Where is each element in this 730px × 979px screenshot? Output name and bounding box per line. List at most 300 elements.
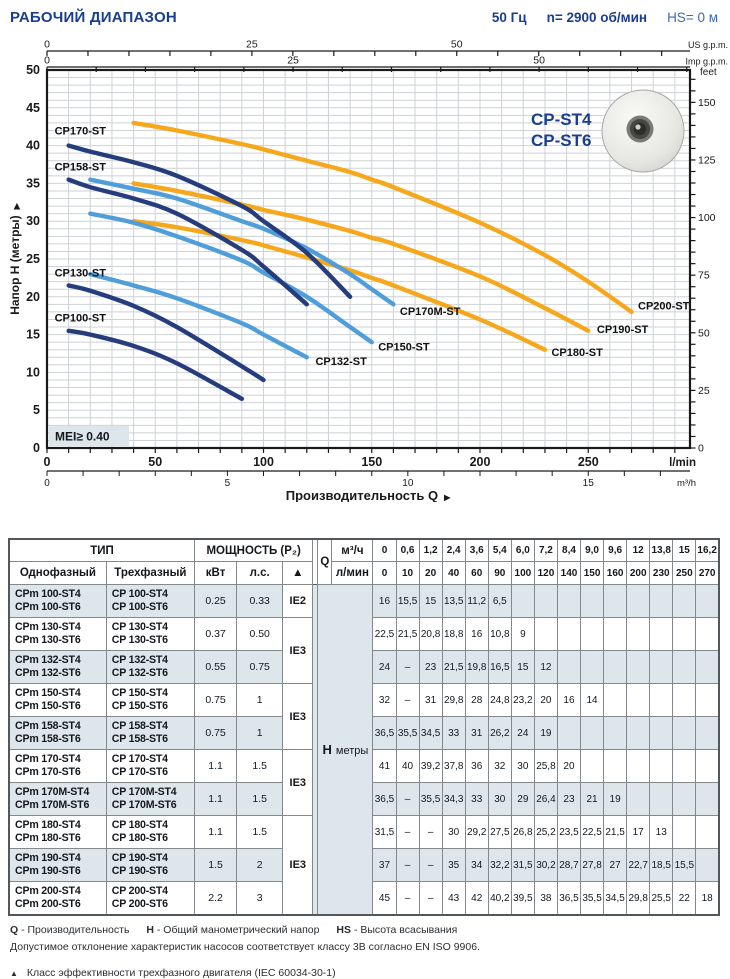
q-value-m3h: 12 bbox=[627, 539, 650, 562]
svg-text:feet: feet bbox=[700, 67, 717, 78]
legend-term-hs: HS bbox=[336, 924, 351, 936]
model-single-phase: CPm 190-ST4 CPm 190-ST6 bbox=[9, 849, 106, 882]
svg-text:50: 50 bbox=[450, 38, 463, 51]
power-hp: 1 bbox=[237, 717, 283, 750]
svg-text:125: 125 bbox=[698, 154, 716, 167]
head-value: 35 bbox=[442, 849, 465, 882]
unit-m3h: м³/ч bbox=[332, 539, 373, 562]
head-value: 26,2 bbox=[488, 717, 511, 750]
model-single-phase: CPm 132-ST4 CPm 132-ST6 bbox=[9, 651, 106, 684]
head-value: 19 bbox=[534, 717, 557, 750]
head-value: 23 bbox=[557, 783, 580, 816]
head-value: 20 bbox=[534, 684, 557, 717]
head-value: 31 bbox=[465, 717, 488, 750]
curve-label-cp100-st: CP100-ST bbox=[54, 312, 106, 325]
head-value bbox=[557, 618, 580, 651]
model-three-phase: CP 170-ST4 CP 170-ST6 bbox=[106, 750, 194, 783]
head-value: 27,8 bbox=[581, 849, 604, 882]
pump-photo bbox=[602, 90, 684, 172]
head-value: 42 bbox=[465, 882, 488, 916]
head-value bbox=[627, 684, 650, 717]
performance-chart bbox=[0, 30, 730, 502]
head-value: 15 bbox=[419, 585, 442, 618]
head-value bbox=[650, 618, 673, 651]
legend-term-q: Q bbox=[10, 924, 19, 936]
ie-note-text: Класс эффективности трехфазного двигателя (IEC 60034-30-1) bbox=[26, 967, 336, 979]
svg-text:0: 0 bbox=[44, 38, 50, 51]
power-hp: 0.33 bbox=[237, 585, 283, 618]
q-value-lmin: 10 bbox=[396, 562, 419, 585]
spec-table bbox=[8, 538, 720, 916]
head-value: 43 bbox=[442, 882, 465, 916]
head-value bbox=[627, 585, 650, 618]
head-value: 34,5 bbox=[419, 717, 442, 750]
head-value: 10,8 bbox=[488, 618, 511, 651]
col-header-type: ТИП bbox=[9, 539, 195, 562]
speed-value: n= 2900 об/мин bbox=[546, 10, 648, 25]
head-value bbox=[696, 849, 719, 882]
svg-text:CP-ST6: CP-ST6 bbox=[531, 131, 592, 150]
svg-text:l/min: l/min bbox=[669, 457, 696, 469]
power-kw: 1.5 bbox=[195, 849, 237, 882]
ie-class: IE2 bbox=[283, 585, 313, 618]
curve-label-cp132-st: CP132-ST bbox=[315, 355, 367, 368]
spec-table-wrap bbox=[0, 538, 730, 916]
head-value bbox=[696, 783, 719, 816]
power-kw: 1.1 bbox=[195, 783, 237, 816]
svg-text:150: 150 bbox=[698, 96, 716, 109]
pump-curves-svg bbox=[0, 30, 730, 502]
model-single-phase: CPm 170-ST4 CPm 170-ST6 bbox=[9, 750, 106, 783]
head-value bbox=[650, 651, 673, 684]
q-value-m3h: 2,4 bbox=[442, 539, 465, 562]
svg-text:50: 50 bbox=[26, 63, 40, 77]
head-value: 25,5 bbox=[650, 882, 673, 916]
head-value: 20 bbox=[557, 750, 580, 783]
svg-text:200: 200 bbox=[469, 455, 491, 469]
head-value: 16 bbox=[465, 618, 488, 651]
q-value-m3h: 7,2 bbox=[534, 539, 557, 562]
head-value bbox=[534, 585, 557, 618]
model-single-phase: CPm 180-ST4 CPm 180-ST6 bbox=[9, 816, 106, 849]
head-value bbox=[696, 750, 719, 783]
q-value-m3h: 13,8 bbox=[650, 539, 673, 562]
col-header-power: МОЩНОСТЬ (P₂) bbox=[195, 539, 313, 562]
svg-text:100: 100 bbox=[253, 455, 274, 469]
head-value: 17 bbox=[627, 816, 650, 849]
q-value-lmin: 270 bbox=[696, 562, 719, 585]
head-value: 37 bbox=[373, 849, 396, 882]
power-hp: 1.5 bbox=[237, 783, 283, 816]
head-value: – bbox=[396, 816, 419, 849]
head-value bbox=[673, 585, 696, 618]
head-value: 20,8 bbox=[419, 618, 442, 651]
page-header bbox=[0, 0, 730, 30]
head-value: 15,5 bbox=[673, 849, 696, 882]
model-single-phase: CPm 100-ST4 CPm 100-ST6 bbox=[9, 585, 106, 618]
curve-label-cp180-st: CP180-ST bbox=[551, 346, 603, 359]
head-value bbox=[650, 585, 673, 618]
head-value: 32 bbox=[488, 750, 511, 783]
head-value bbox=[604, 585, 627, 618]
q-value-lmin: 40 bbox=[442, 562, 465, 585]
table-row bbox=[9, 585, 719, 618]
head-value: 36,5 bbox=[373, 783, 396, 816]
head-value: 22 bbox=[673, 882, 696, 916]
svg-text:US g.p.m.: US g.p.m. bbox=[687, 40, 728, 50]
svg-text:0: 0 bbox=[698, 442, 704, 455]
head-value: 11,2 bbox=[465, 585, 488, 618]
svg-text:0: 0 bbox=[33, 441, 40, 455]
head-value bbox=[673, 651, 696, 684]
head-value: 31,5 bbox=[373, 816, 396, 849]
footnotes bbox=[0, 916, 730, 979]
head-value bbox=[627, 618, 650, 651]
unit-lmin: л/мин bbox=[332, 562, 373, 585]
svg-text:15: 15 bbox=[26, 327, 40, 342]
head-value bbox=[557, 651, 580, 684]
page-title: РАБОЧИЙ ДИАПАЗОН bbox=[10, 9, 177, 26]
head-value bbox=[650, 717, 673, 750]
head-value bbox=[673, 684, 696, 717]
head-value bbox=[604, 651, 627, 684]
svg-text:MEI≥ 0.40: MEI≥ 0.40 bbox=[55, 429, 110, 444]
q-value-lmin: 20 bbox=[419, 562, 442, 585]
q-value-lmin: 60 bbox=[465, 562, 488, 585]
curve-label-cp190-st: CP190-ST bbox=[596, 324, 649, 337]
col-header-three-phase: Трехфазный bbox=[106, 562, 194, 585]
triangle-icon: ▲ bbox=[10, 969, 18, 978]
suction-head-value: HS= 0 м bbox=[667, 10, 718, 25]
model-three-phase: CP 130-ST4 CP 130-ST6 bbox=[106, 618, 194, 651]
head-value: 33 bbox=[465, 783, 488, 816]
q-value-m3h: 16,2 bbox=[696, 539, 719, 562]
ie-class-note bbox=[10, 967, 720, 979]
curve-label-cp170-st: CP170-ST bbox=[54, 125, 106, 138]
head-value: 21,5 bbox=[442, 651, 465, 684]
head-value bbox=[534, 618, 557, 651]
curve-label-cp170m-st: CP170M-ST bbox=[399, 305, 461, 318]
svg-text:15: 15 bbox=[582, 478, 594, 489]
power-kw: 0.75 bbox=[195, 717, 237, 750]
head-value bbox=[696, 585, 719, 618]
head-value: 19,8 bbox=[465, 651, 488, 684]
q-value-lmin: 150 bbox=[581, 562, 604, 585]
head-value: 31 bbox=[419, 684, 442, 717]
power-hp: 3 bbox=[237, 882, 283, 916]
legend-line bbox=[10, 924, 720, 936]
head-value: 9 bbox=[511, 618, 534, 651]
head-value: 30 bbox=[488, 783, 511, 816]
q-value-lmin: 250 bbox=[673, 562, 696, 585]
svg-text:25: 25 bbox=[287, 54, 299, 67]
head-value bbox=[627, 783, 650, 816]
head-value bbox=[581, 717, 604, 750]
model-three-phase: CP 170M-ST4 CP 170M-ST6 bbox=[106, 783, 194, 816]
svg-text:Imp g.p.m.: Imp g.p.m. bbox=[685, 56, 728, 67]
head-value: 13 bbox=[650, 816, 673, 849]
head-value: 23,2 bbox=[511, 684, 534, 717]
head-value bbox=[581, 618, 604, 651]
head-value: 32 bbox=[373, 684, 396, 717]
q-value-lmin: 0 bbox=[373, 562, 396, 585]
svg-text:50: 50 bbox=[148, 455, 163, 469]
head-value bbox=[673, 618, 696, 651]
head-value bbox=[650, 750, 673, 783]
head-value: 35,5 bbox=[396, 717, 419, 750]
head-value: 13,5 bbox=[442, 585, 465, 618]
q-value-lmin: 100 bbox=[511, 562, 534, 585]
power-hp: 1.5 bbox=[237, 750, 283, 783]
curve-label-cp130-st: CP130-ST bbox=[54, 267, 106, 280]
head-value: 25,2 bbox=[534, 816, 557, 849]
head-value: 18,5 bbox=[650, 849, 673, 882]
head-value bbox=[581, 750, 604, 783]
svg-text:75: 75 bbox=[698, 269, 710, 282]
model-three-phase: CP 190-ST4 CP 190-ST6 bbox=[106, 849, 194, 882]
col-header-kw: кВт bbox=[195, 562, 237, 585]
head-value bbox=[627, 717, 650, 750]
head-value: 21,5 bbox=[396, 618, 419, 651]
head-value: 24,8 bbox=[488, 684, 511, 717]
head-value bbox=[696, 717, 719, 750]
head-value: 16 bbox=[557, 684, 580, 717]
svg-text:0: 0 bbox=[43, 455, 51, 469]
head-value: 34,5 bbox=[604, 882, 627, 916]
head-value bbox=[696, 618, 719, 651]
head-value: 26,4 bbox=[534, 783, 557, 816]
head-value: 21 bbox=[581, 783, 604, 816]
curve-label-cp158-st: CP158-ST bbox=[54, 161, 106, 174]
head-value: 27,5 bbox=[488, 816, 511, 849]
svg-text:20: 20 bbox=[26, 289, 40, 304]
head-value: 36,5 bbox=[557, 882, 580, 916]
ie-class: IE3 bbox=[283, 750, 313, 816]
head-value: 30 bbox=[511, 750, 534, 783]
svg-text:10: 10 bbox=[26, 365, 40, 380]
q-value-m3h: 15 bbox=[673, 539, 696, 562]
q-value-m3h: 3,6 bbox=[465, 539, 488, 562]
legend-def-h: - Общий манометрический напор bbox=[156, 924, 320, 936]
head-value: 40 bbox=[396, 750, 419, 783]
head-value: 32,2 bbox=[488, 849, 511, 882]
head-value: 15 bbox=[511, 651, 534, 684]
head-value: – bbox=[396, 849, 419, 882]
head-value bbox=[673, 717, 696, 750]
svg-text:150: 150 bbox=[361, 455, 383, 469]
model-three-phase: CP 100-ST4 CP 100-ST6 bbox=[106, 585, 194, 618]
svg-text:5: 5 bbox=[224, 478, 231, 489]
svg-text:50: 50 bbox=[698, 327, 710, 340]
legend-def-q: - Производительность bbox=[21, 924, 130, 936]
head-value: – bbox=[419, 882, 442, 916]
head-value: 38 bbox=[534, 882, 557, 916]
svg-text:CP-ST4: CP-ST4 bbox=[531, 110, 592, 129]
head-value: 24 bbox=[511, 717, 534, 750]
head-value bbox=[627, 651, 650, 684]
head-value: – bbox=[396, 882, 419, 916]
head-value: 30 bbox=[442, 816, 465, 849]
head-value: 29,8 bbox=[442, 684, 465, 717]
head-value: 6,5 bbox=[488, 585, 511, 618]
q-value-m3h: 9,6 bbox=[604, 539, 627, 562]
head-value bbox=[511, 585, 534, 618]
model-single-phase: CPm 130-ST4 CPm 130-ST6 bbox=[9, 618, 106, 651]
power-kw: 1.1 bbox=[195, 750, 237, 783]
svg-text:0: 0 bbox=[44, 478, 50, 489]
q-value-lmin: 160 bbox=[604, 562, 627, 585]
model-single-phase: CPm 200-ST4 CPm 200-ST6 bbox=[9, 882, 106, 916]
svg-text:250: 250 bbox=[577, 455, 599, 469]
head-meters-label: H метры bbox=[318, 585, 373, 916]
head-value: 16,5 bbox=[488, 651, 511, 684]
col-header-hp: л.с. bbox=[237, 562, 283, 585]
head-value bbox=[696, 651, 719, 684]
legend-term-h: H bbox=[146, 924, 154, 936]
head-value: – bbox=[419, 816, 442, 849]
head-value: 25,8 bbox=[534, 750, 557, 783]
svg-text:30: 30 bbox=[26, 214, 40, 229]
head-value: 37,8 bbox=[442, 750, 465, 783]
power-kw: 2.2 bbox=[195, 882, 237, 916]
svg-text:5: 5 bbox=[33, 403, 40, 418]
q-value-lmin: 140 bbox=[557, 562, 580, 585]
y-axis-title: Напор H (метры)▶ bbox=[8, 203, 22, 315]
model-three-phase: CP 200-ST4 CP 200-ST6 bbox=[106, 882, 194, 916]
q-value-lmin: 230 bbox=[650, 562, 673, 585]
power-hp: 1.5 bbox=[237, 816, 283, 849]
svg-text:10: 10 bbox=[402, 478, 414, 489]
head-value: 29,8 bbox=[627, 882, 650, 916]
model-three-phase: CP 180-ST4 CP 180-ST6 bbox=[106, 816, 194, 849]
head-value bbox=[581, 585, 604, 618]
head-value: 22,5 bbox=[581, 816, 604, 849]
model-single-phase: CPm 150-ST4 CPm 150-ST6 bbox=[9, 684, 106, 717]
q-value-lmin: 90 bbox=[488, 562, 511, 585]
ie-class: IE3 bbox=[283, 618, 313, 684]
head-value bbox=[604, 717, 627, 750]
head-value: 15,5 bbox=[396, 585, 419, 618]
q-value-lmin: 200 bbox=[627, 562, 650, 585]
head-value: – bbox=[396, 651, 419, 684]
svg-text:35: 35 bbox=[26, 176, 40, 191]
head-value: 28 bbox=[465, 684, 488, 717]
col-header-q: Q bbox=[318, 539, 332, 585]
x-axis-title: Производительность Q ▶ bbox=[285, 488, 451, 502]
head-value bbox=[673, 783, 696, 816]
head-value: – bbox=[419, 849, 442, 882]
head-value bbox=[673, 750, 696, 783]
head-value: 30,2 bbox=[534, 849, 557, 882]
head-value: 29,2 bbox=[465, 816, 488, 849]
model-single-phase: CPm 158-ST4 CPm 158-ST6 bbox=[9, 717, 106, 750]
svg-text:25: 25 bbox=[26, 252, 40, 266]
svg-text:m³/h: m³/h bbox=[677, 478, 696, 489]
svg-text:100: 100 bbox=[698, 212, 716, 225]
legend-def-hs: - Высота всасывания bbox=[353, 924, 458, 936]
svg-text:25: 25 bbox=[698, 384, 710, 397]
power-hp: 0.50 bbox=[237, 618, 283, 651]
head-value bbox=[650, 684, 673, 717]
head-value: 34 bbox=[465, 849, 488, 882]
svg-text:25: 25 bbox=[246, 38, 258, 51]
head-value bbox=[696, 816, 719, 849]
head-value bbox=[604, 750, 627, 783]
tolerance-note: Допустимое отклонение характеристик насосов соответствует классу 3В согласно EN ISO 9906. bbox=[10, 941, 480, 953]
curve-label-cp150-st: CP150-ST bbox=[378, 341, 430, 354]
head-value: 22,5 bbox=[373, 618, 396, 651]
model-three-phase: CP 158-ST4 CP 158-ST6 bbox=[106, 717, 194, 750]
head-value: 39,2 bbox=[419, 750, 442, 783]
col-header-single-phase: Однофазный bbox=[9, 562, 106, 585]
head-value: 18 bbox=[696, 882, 719, 916]
head-value: 23 bbox=[419, 651, 442, 684]
head-value: 35,5 bbox=[581, 882, 604, 916]
q-value-m3h: 6,0 bbox=[511, 539, 534, 562]
power-kw: 0.25 bbox=[195, 585, 237, 618]
head-value: 23,5 bbox=[557, 816, 580, 849]
model-three-phase: CP 132-ST4 CP 132-ST6 bbox=[106, 651, 194, 684]
power-hp: 2 bbox=[237, 849, 283, 882]
power-kw: 0.55 bbox=[195, 651, 237, 684]
power-kw: 1.1 bbox=[195, 816, 237, 849]
q-value-m3h: 8,4 bbox=[557, 539, 580, 562]
model-three-phase: CP 150-ST4 CP 150-ST6 bbox=[106, 684, 194, 717]
head-value: 18,8 bbox=[442, 618, 465, 651]
head-value: 45 bbox=[373, 882, 396, 916]
head-value bbox=[604, 618, 627, 651]
head-value: 34,3 bbox=[442, 783, 465, 816]
head-value bbox=[581, 651, 604, 684]
head-value: 39,5 bbox=[511, 882, 534, 916]
head-value: 36,5 bbox=[373, 717, 396, 750]
head-value bbox=[557, 717, 580, 750]
head-value bbox=[557, 585, 580, 618]
q-value-m3h: 9,0 bbox=[581, 539, 604, 562]
head-value: 22,7 bbox=[627, 849, 650, 882]
head-value bbox=[604, 684, 627, 717]
q-value-m3h: 0,6 bbox=[396, 539, 419, 562]
head-value: 35,5 bbox=[419, 783, 442, 816]
head-value: 16 bbox=[373, 585, 396, 618]
q-value-m3h: 5,4 bbox=[488, 539, 511, 562]
head-value bbox=[673, 816, 696, 849]
model-single-phase: CPm 170M-ST4 CPm 170M-ST6 bbox=[9, 783, 106, 816]
head-value: 40,2 bbox=[488, 882, 511, 916]
head-value: 41 bbox=[373, 750, 396, 783]
head-value bbox=[650, 783, 673, 816]
frequency-value: 50 Гц bbox=[491, 10, 527, 25]
head-value: 36 bbox=[465, 750, 488, 783]
q-value-lmin: 120 bbox=[534, 562, 557, 585]
power-kw: 0.75 bbox=[195, 684, 237, 717]
col-header-ie-triangle: ▲ bbox=[283, 562, 313, 585]
head-value: 28,7 bbox=[557, 849, 580, 882]
power-hp: 0.75 bbox=[237, 651, 283, 684]
head-value: 31,5 bbox=[511, 849, 534, 882]
head-value: – bbox=[396, 783, 419, 816]
q-value-m3h: 1,2 bbox=[419, 539, 442, 562]
head-value: 29 bbox=[511, 783, 534, 816]
head-value: 27 bbox=[604, 849, 627, 882]
head-value: 19 bbox=[604, 783, 627, 816]
head-value: 21,5 bbox=[604, 816, 627, 849]
svg-text:45: 45 bbox=[26, 100, 40, 115]
head-value bbox=[627, 750, 650, 783]
head-value: 12 bbox=[534, 651, 557, 684]
head-value: – bbox=[396, 684, 419, 717]
head-value: 26,8 bbox=[511, 816, 534, 849]
